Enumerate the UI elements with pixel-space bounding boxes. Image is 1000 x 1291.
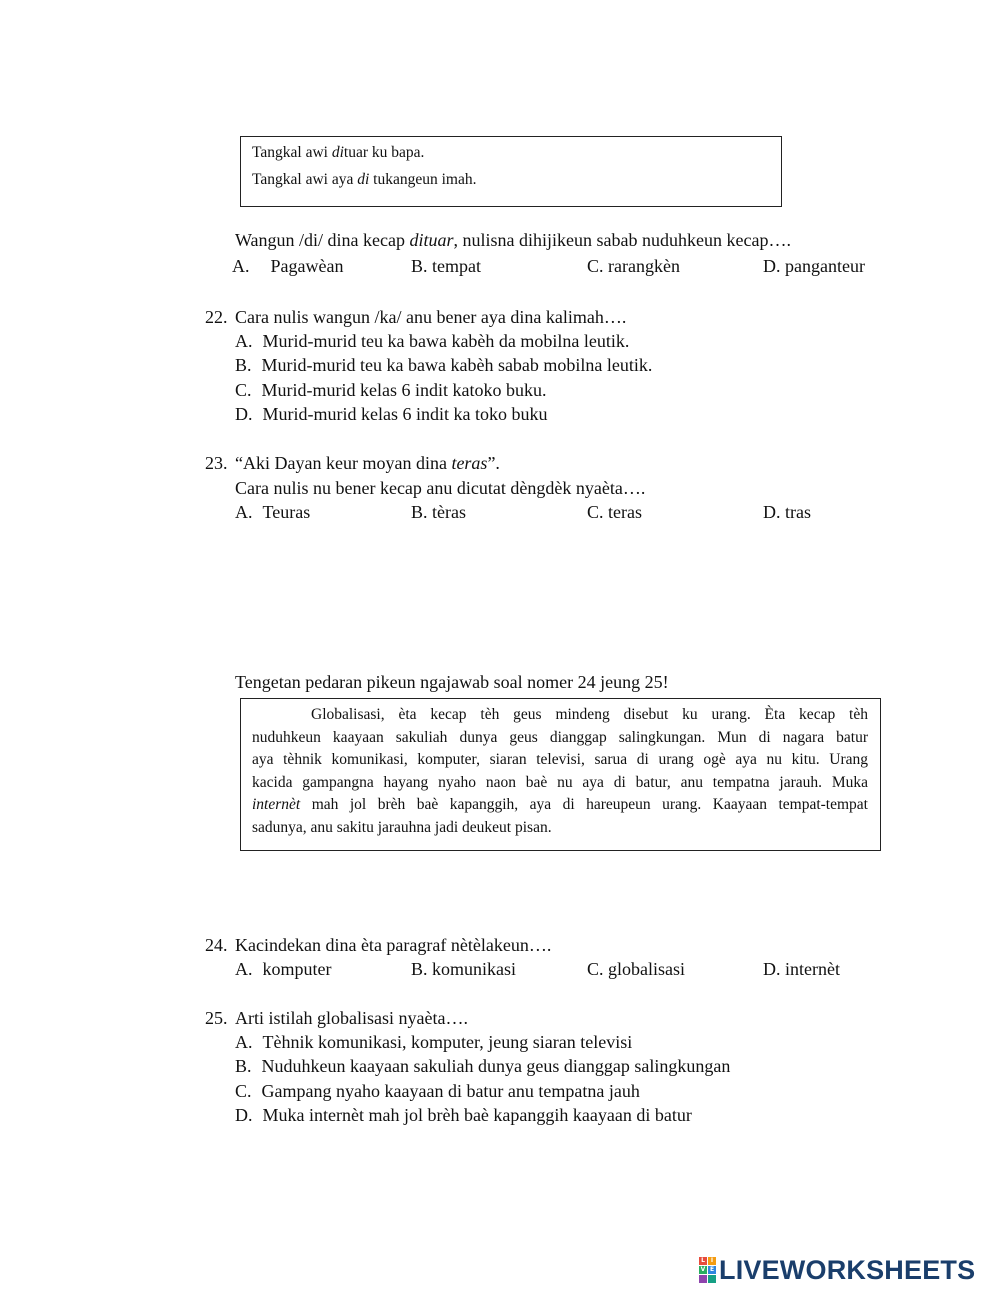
liveworksheets-logo — [699, 1254, 976, 1285]
q21-option-d[interactable]: D. panganteur — [763, 256, 865, 276]
liveworksheets-mark-icon — [699, 1257, 716, 1283]
passage-line-6: sadunya, anu sakitu jarauhna jadi deukeut pisan. — [252, 818, 552, 836]
q22-option-c[interactable]: C. Murid-murid kelas 6 indit katoko buku. — [235, 380, 547, 400]
q21-option-c[interactable]: C. rarangkèn — [587, 256, 680, 276]
mark-cell-2: I — [708, 1257, 716, 1265]
q23-option-b[interactable]: B. tèras — [411, 502, 466, 522]
q23-number: 23. — [205, 453, 228, 473]
q24-option-c[interactable]: C. globalisasi — [587, 959, 685, 979]
passage — [252, 704, 868, 839]
q23-stem: “Aki Dayan keur moyan dina teras”. — [235, 453, 500, 473]
mark-cell-6 — [708, 1275, 716, 1283]
q22-number: 22. — [205, 307, 228, 327]
q23-stem-2: Cara nulis nu bener kecap anu dicutat dèngdèk nyaèta…. — [235, 478, 646, 498]
q24-option-b[interactable]: B. komunikasi — [411, 959, 517, 979]
passage-line-3: aya tèhnik komunikasi, komputer, siaran televisi, sarua di urang ogè aya nu kitu. Urang — [252, 751, 868, 768]
passage-line-2: nuduhkeun kaayaan sakuliah dunya geus dianggap salingkungan. Mun di nagara batur — [252, 728, 868, 746]
q24-option-a[interactable]: A. komputer — [235, 959, 332, 979]
q22-option-d[interactable]: D. Murid-murid kelas 6 indit ka toko buku — [235, 404, 548, 424]
q22-option-b[interactable]: B. Murid-murid teu ka bawa kabèh sabab mobilna leutik. — [235, 355, 653, 375]
q25-option-d[interactable]: D. Muka internèt mah jol brèh baè kapanggih kaayaan di batur — [235, 1105, 692, 1125]
mark-cell-4: E — [709, 1266, 715, 1273]
passage-line-4: kacida gampangna hayang nyaho naon baè nu aya di batur, anu tempatna jarauh. Muka — [252, 773, 868, 791]
mark-cell-1: L — [699, 1257, 707, 1265]
q25-number: 25. — [205, 1008, 228, 1028]
q24-option-d[interactable]: D. internèt — [763, 959, 840, 979]
mark-cell-5 — [699, 1275, 707, 1283]
instruction: Tengetan pedaran pikeun ngajawab soal nomer 24 jeung 25! — [235, 672, 669, 692]
q25-option-a[interactable]: A. Tèhnik komunikasi, komputer, jeung siaran televisi — [235, 1032, 633, 1052]
example-line-1: Tangkal awi dituar ku bapa. — [252, 144, 425, 161]
q23-option-c[interactable]: C. teras — [587, 502, 642, 522]
q21-stem: Wangun /di/ dina kecap dituar, nulisna dihijikeun sabab nuduhkeun kecap…. — [235, 230, 791, 250]
liveworksheets-wordmark: LIVEWORKSHEETS — [719, 1254, 976, 1285]
q25-option-c[interactable]: C. Gampang nyaho kaayaan di batur anu tempatna jauh — [235, 1081, 640, 1101]
example-line-2: Tangkal awi aya di tukangeun imah. — [252, 171, 477, 188]
q22-stem: Cara nulis wangun /ka/ anu bener aya dina kalimah…. — [235, 307, 627, 327]
q22-option-a[interactable]: A. Murid-murid teu ka bawa kabèh da mobilna leutik. — [235, 331, 630, 351]
q24-stem: Kacindekan dina èta paragraf nètèlakeun…. — [235, 935, 552, 955]
q21-option-b[interactable]: B. tempat — [411, 256, 481, 276]
q25-option-b[interactable]: B. Nuduhkeun kaayaan sakuliah dunya geus dianggap salingkungan — [235, 1056, 731, 1076]
q25-stem: Arti istilah globalisasi nyaèta…. — [235, 1008, 468, 1028]
passage-line-5: internèt mah jol brèh baè kapanggih, aya di hareupeun urang. Kaayaan tempat-tempat — [252, 796, 868, 813]
passage-line-1: Globalisasi, èta kecap tèh geus mindeng disebut ku urang. Èta kecap tèh — [311, 706, 868, 723]
q23-option-a[interactable]: A. Teuras — [235, 502, 311, 522]
q21-option-a[interactable]: A. Pagawèan — [232, 256, 344, 276]
q23-option-d[interactable]: D. tras — [763, 502, 811, 522]
mark-cell-3: V — [700, 1266, 706, 1273]
q24-number: 24. — [205, 935, 228, 955]
